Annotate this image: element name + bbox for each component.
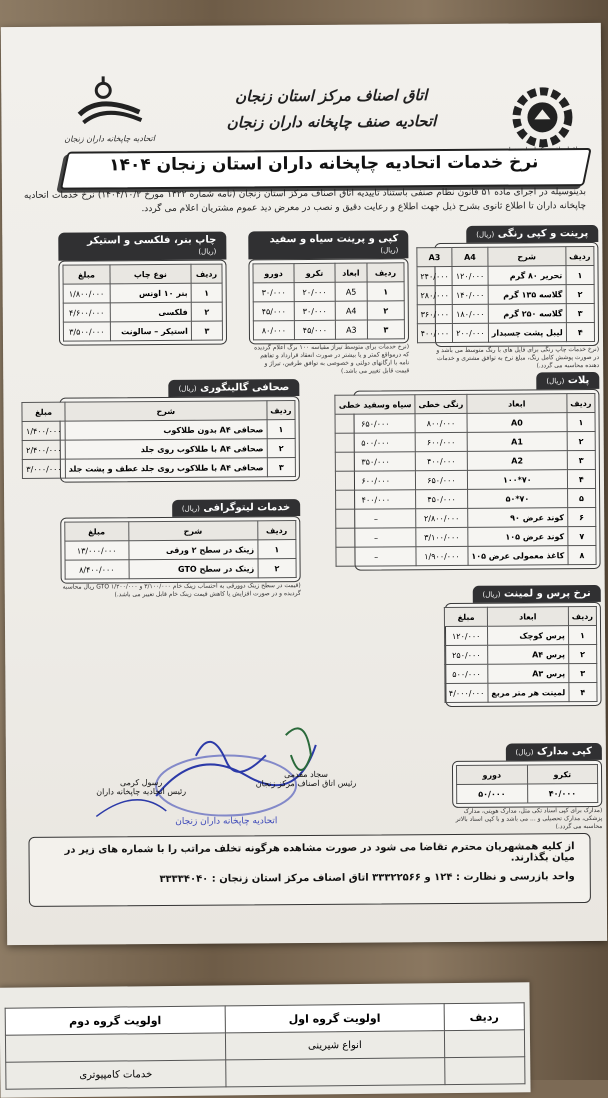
table-row: ۴ ۷۰*۱۰۰ ۶۵۰/۰۰۰ ۶۰۰/۰۰۰ [336,469,596,490]
section-tab: کپی و پرینت سیاه و سفید (ریال) [248,230,408,259]
p2-cell [226,1058,445,1087]
p2-col-header: اولویت گروه اول [225,1004,444,1033]
table-row: ۴ لیبل پشت چسبدار ۲۰۰/۰۰۰ ۴۰۰/۰۰۰ [417,322,594,342]
table-row: ۲ پرس A۴ ۲۵۰/۰۰۰ [445,644,597,664]
page-title: نرخ خدمات اتحادیه چاپخانه داران استان زنجان ۱۴۰۴ [109,152,539,176]
intro-text: بدینوسیله در اجرای ماده ۵۱ قانون نظام صنفی باستناد تاییدیه اتاق اصناف مرکز استان زنجان (نامه شماره ۱۳۲۲ مورخ ۱۴۰۴/۱۰/۲) نرخ خدمات اتحادیه چاپخانه داران تا اطلاع ثانوی بشرح ذیل جهت اطلاع و رعایت دقیق و نصب در معرض دید عموم مشتریان اعلام می گردد. [23,187,587,215]
table-row: ۱ A0 ۸۰۰/۰۰۰ ۶۵۰/۰۰۰ [335,412,595,433]
table-row: ۴ لمینت هر متر مربع ۴/۰۰۰/۰۰۰ [445,682,597,702]
col-header: A3 [417,247,453,266]
section-tab: صحافی گالینگوری (ریال) [168,379,299,397]
col-header: تکرو [294,263,335,282]
press-section [445,581,602,707]
table-row: ۲ گلاسه ۱۳۵ گرم ۱۴۰/۰۰۰ ۲۸۰/۰۰۰ [417,284,594,304]
signature-role: رئیس اتحادیه چاپخانه داران [96,786,187,797]
signature-name: سجاد مقدمی [284,769,329,780]
table-row: ۱ زینک در سطح ۲ ورقی ۱۳/۰۰۰/۰۰۰ [65,540,296,561]
col-header: شرح [128,521,257,541]
table-row: ۱ بنر ۱۰ اونس ۱/۸۰۰/۰۰۰ [63,283,222,303]
table-row: ۱ تحریر ۸۰ گرم ۱۲۰/۰۰۰ ۲۴۰/۰۰۰ [417,265,594,285]
table-row: ۲ فلکسی ۴/۶۰۰/۰۰۰ [63,302,222,322]
section-tab: خدمات لیتوگرافی (ریال) [172,499,300,517]
chamber-title: اتاق اصناف مرکز استان زنجان [235,86,428,106]
section-tab: پرینت و کپی رنگی (ریال) [466,225,598,243]
table-row: ۶ کوند عرض ۹۰ ۲/۸۰۰/۰۰۰ – [336,507,596,528]
union-title: اتحادیه صنف چاپخانه داران زنجان [226,112,437,132]
litho-section [60,495,301,600]
col-header: دورو [456,765,527,784]
color-print-section [420,221,600,371]
table-row: ۲ زینک در سطح GTO ۸/۴۰۰/۰۰۰ [65,559,296,580]
signature-role: رئیس اتاق اصناف مرکز زنجان [255,778,357,789]
table-row: ۳ پرس A۳ ۵۰۰/۰۰۰ [445,663,597,683]
signature-name: رسول کرمی [119,777,163,788]
section-tab: نرخ پرس و لمینت (ریال) [472,585,600,603]
table-row: ۲ A4 ۳۰/۰۰۰ ۴۵/۰۰۰ [253,301,404,321]
table-row: ۷ کوند عرض ۱۰۵ ۳/۱۰۰/۰۰۰ – [336,526,596,547]
col-header: مبلغ [22,402,65,421]
table-row: ۱ A5 ۲۰/۰۰۰ ۳۰/۰۰۰ [253,282,404,302]
col-header: نوع چاپ [110,264,191,284]
docs-section [452,739,603,832]
p2-cell [5,1033,225,1062]
signature-block-chamber [231,769,381,788]
col-header: شرح [65,401,267,421]
table-row: ۳ A2 ۴۰۰/۰۰۰ ۳۵۰/۰۰۰ [336,450,596,471]
table-row: ۳ صحافی A۴ با طلاکوب روی جلد عطف و پشت جلد ۳/۰۰۰/۰۰۰ [23,458,296,479]
table-row: ۱ صحافی A۴ بدون طلاکوب ۱/۴۰۰/۰۰۰ [22,420,295,441]
col-header: ردیف [566,246,594,265]
table-row: ۳ A3 ۴۵/۰۰۰ ۸۰/۰۰۰ [253,320,404,340]
price-sheet [1,23,607,945]
banner-print-section [58,232,227,346]
table-row: ۸ کاغذ معمولی عرض ۱۰۵ ۱/۹۰۰/۰۰۰ – [336,545,596,566]
col-header: شرح [488,247,566,267]
col-header: ابعاد [467,394,567,414]
litho-note: (قیمت در سطح زینک دوورقی به احتساب زینک خام ۳/۱۰۰/۰۰۰ و GTO ۱/۲۰۰/۰۰۰ ریال محاسبه گردیده و در صورت افزایش یا کاهش قیمت زینک خام قابل تغییر می باشد.) [62,582,301,599]
section-tab: پلات (ریال) [536,372,599,389]
p2-cell: انواع شیرینی [225,1031,444,1060]
table-row: ۱ پرس کوچک ۱۲۰/۰۰۰ [445,625,597,645]
col-header: دورو [253,264,294,283]
col-header: ردیف [567,393,595,412]
col-header: تکرو [527,764,598,783]
col-header: سیاه وسفید خطی [335,395,415,415]
p2-cell: خدمات کامپیوتری [6,1060,226,1089]
second-paper [0,982,531,1098]
col-header: ابعاد [335,263,367,282]
col-header: ردیف [191,264,222,283]
color-print-note: (نرخ خدمات چاپ رنگی برای فایل های با رنگ متوسط می باشد و در صورت پوشش کامل رنگ، مبلغ نرخ به توافق مشتری و خدمات دهنده محاسبه می گردد.) [436,345,600,370]
left-logo-caption: اتحادیه چاپخانه داران زنجان [64,134,156,144]
footer-complaint-text: از کلیه همشهریان محترم تقاضا می شود در صورت مشاهده هرگونه تخلف مراتب را با شماره های زیر در میان بگذارند. [64,841,575,864]
col-header: مبلغ [445,607,488,626]
table-row: ۵ ۷۰*۵۰ ۴۵۰/۰۰۰ ۴۰۰/۰۰۰ [336,488,596,509]
col-header: رنگی خطی [415,394,467,413]
col-header: مبلغ [65,522,129,541]
p2-col-header: ردیف [444,1003,525,1031]
bw-print-note: (نرخ خدمات برای متوسط تیراژ مقیاسه ۱۰۰ برگ اعلام گردیده که درمواقع کمتر و یا بیشتر در صورت انعقاد قرارداد و تفاهم نامه با ارگانهای دولتی و خصوصی به توافق طرفین، تیراژ و قیمت قابل تغییر می باشد.) [254,343,410,375]
p2-cell [444,1057,525,1085]
p2-col-header: اولویت گروه دوم [5,1006,225,1035]
section-tab: چاپ بنر، فلکسی و استیکر (ریال) [58,232,226,261]
col-header: ردیف [367,263,404,282]
col-header: A4 [452,247,488,266]
binding-section [25,375,300,483]
col-header: ردیف [568,606,596,625]
section-tab: کپی مدارک (ریال) [505,743,602,761]
chamber-gear-logo [506,83,578,154]
signature-block-union [66,778,216,797]
table-row: ۴۰/۰۰۰ ۵۰/۰۰۰ [457,783,598,803]
table-row: ۳ گلاسه ۲۵۰ گرم ۱۸۰/۰۰۰ ۳۶۰/۰۰۰ [417,303,594,323]
table-row: ۳ استیکر – سالونت ۳/۵۰۰/۰۰۰ [63,321,222,341]
table-row: ۲ صحافی A۴ با طلاکوب روی جلد ۲/۴۰۰/۰۰۰ [23,439,296,460]
footer-contact-text: واحد بازرسی و نظارت : ۱۲۴ و ۳۳۳۲۲۵۶۶ اتاق اصناف مرکز استان زنجان : ۳۳۳۳۴۰۴۰ [159,871,575,886]
bw-print-section [248,230,409,376]
table-row: ۲ A1 ۶۰۰/۰۰۰ ۵۰۰/۰۰۰ [336,431,596,452]
printing-union-logo [69,74,149,133]
col-header: ردیف [267,401,295,420]
col-header: ردیف [257,521,295,540]
docs-note: (مدارک برای کپی اسناد تکی مثل، مدارک هویتی، مدارک پزشکی، مدارک تحصیلی و ... می باشد و با کپی اسناد بالاتر محاسبه می گردد.) [455,806,603,831]
col-header: مبلغ [63,265,110,284]
plot-section [338,368,600,571]
p2-cell [444,1030,525,1058]
col-header: ابعاد [487,607,568,627]
stamp-text: اتحادیه چاپخانه داران زنجان [175,816,278,827]
